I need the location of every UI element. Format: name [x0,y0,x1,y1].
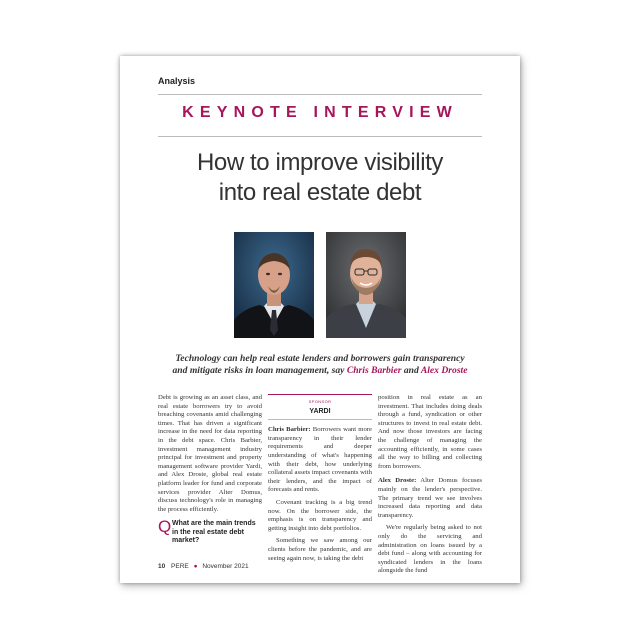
headline [150,148,490,208]
answer-paragraph-5 [378,477,482,520]
body-column-2 [268,394,372,567]
issue-date: November 2021 [202,563,249,570]
standfirst-name-1: Chris Barbier [346,365,402,376]
standfirst-line-2-text: and mitigate risks in loan management, say [172,365,347,376]
publication-name: PERE [171,563,189,570]
speaker-name: Chris Barbier: [268,426,311,434]
answer-paragraph-2: Covenant tracking is a big trend now. On the borrower side, the emphasis is on transparency and getting insight into debt portfolios. [268,498,372,532]
answer-text: Alter Domus focuses mainly on the lender's perspective. The primary trend we see involves increased data reporting and data transparency. [378,477,483,519]
page-number: 10 [158,563,166,570]
headline-line-2: into real estate debt [218,179,422,206]
speaker-name: Alex Droste: [378,477,417,485]
answer-paragraph-3: Something we saw among our clients before the pandemic, and are seeing again now, is taking the debt [268,537,372,562]
page-footer [158,563,249,570]
question-text: What are the main trends in the real estate debt market? [172,520,256,545]
body-column-1 [158,394,262,546]
sponsor-label: SPONSOR [308,399,332,404]
question-block [158,517,262,546]
answer-paragraph-6: We're regularly being asked to not only do the servicing and administration on loans issued by a debt fund – along with accounting for syndicated lenders in the loans alongside the fund [378,524,482,575]
standfirst-line-2 [150,365,490,377]
standfirst-line-1: Technology can help real estate lenders and borrowers gain transparency [175,353,465,364]
section-label: Analysis [158,76,196,86]
kicker-rule [158,136,482,137]
portrait-left-illustration [234,232,314,338]
intro-paragraph: Debt is growing as an asset class, and real estate borrowers try to avoid breaching covenants amid challenging times. That has driven a significant increase in the need for data reporting in the debt space. Chris Barbier, investment management industry principal for investment and property management software provider Yardi, and Alex Droste, global real estate platform leader for fund and corporate services provider Alter Domus, discuss technology's role in managing the process efficiently. [158,394,262,513]
standfirst [150,353,490,377]
sponsor-box [268,394,372,420]
standfirst-and: and [401,365,421,376]
standfirst-name-2: Alex Droste [420,365,468,376]
headline-line-1: How to improve visibility [196,149,444,176]
answer-text: Borrowers want more transparency in their lender requirements and deeper understanding of what's happening with their debt, how underlying collateral assets impact covenants with their lenders, and the impact of forecasts and rents. [268,426,372,494]
top-rule [158,94,482,95]
body-column-3 [378,394,482,580]
kicker-title: KEYNOTE INTERVIEW [182,104,458,121]
portrait-photo-left [234,232,314,338]
answer-paragraph-4: position in real estate as an investment. That includes doing deals through a fund, syndication or other structures to invest in real estate debt. And now those investors are facing the challenge of managing the accounting efficiently, in some cases all the way to billing and collecting from borrowers. [378,394,482,470]
portrait-photo-right [326,232,406,338]
footer-separator-icon: ● [193,563,198,570]
answer-paragraph-1 [268,426,372,495]
magazine-page [120,56,520,583]
sponsor-name: YARDI [309,407,331,415]
question-mark-glyph: Q [158,517,172,537]
portrait-right-illustration [326,232,406,338]
